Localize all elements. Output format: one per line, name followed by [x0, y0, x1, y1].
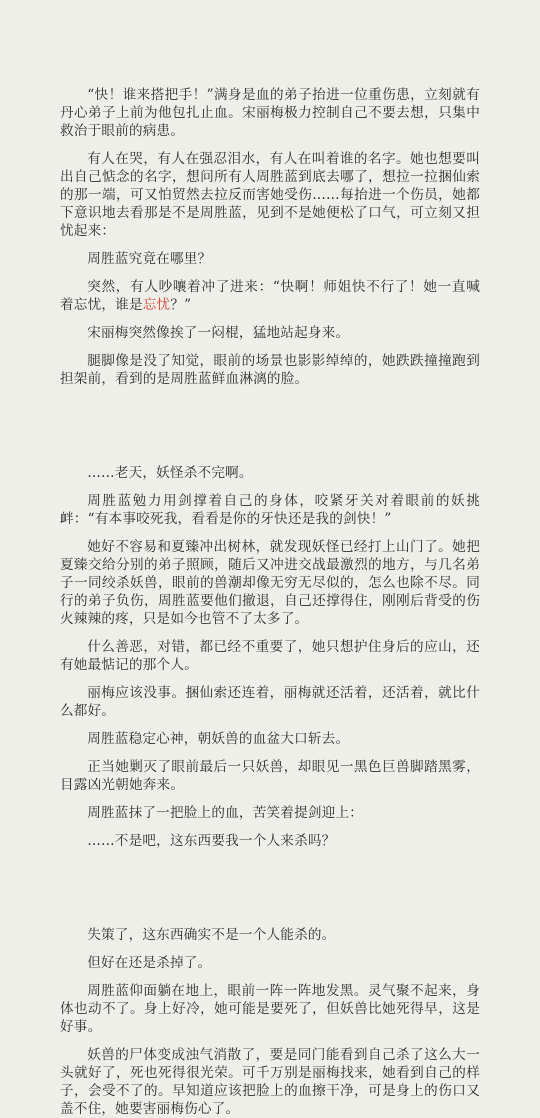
section-1 — [60, 86, 480, 388]
text-span: ？” — [170, 297, 192, 313]
section-break — [60, 860, 480, 926]
paragraph: 但好在还是杀掉了。 — [87, 955, 212, 971]
paragraph: 周胜蓝勉力用剑撑着自己的身体，咬紧牙关对着眼前的妖挑衅：“有本事咬死我，看看是你的牙快还是我的剑快！” — [60, 493, 480, 527]
paragraph: 丽梅应该没事。捆仙索还连着，丽梅就还活着，还活着，就比什么都好。 — [60, 685, 480, 719]
paragraph: 周胜蓝究竟在哪里？ — [87, 251, 212, 267]
paragraph: 周胜蓝抹了一把脸上的血，苦笑着提剑迎上： — [87, 805, 364, 821]
paragraph-with-highlight — [60, 278, 480, 314]
paragraph: 正当她剿灭了眼前最后一只妖兽，却眼见一黑色巨兽脚踏黑雾，目露凶光朝她奔来。 — [60, 759, 480, 793]
highlighted-text[interactable]: 忘忧 — [142, 297, 171, 313]
section-break — [60, 398, 480, 464]
paragraph: 有人在哭，有人在强忍泪水，有人在叫着谁的名字。她也想要叫出自己惦念的名字，想问所有人周胜蓝到底去哪了，想拉一拉捆仙索的那一端，可又怕贸然去拉反而害她受伤……每抬进一个伤员，她都下意识地去看那是不是周胜蓝，见到不是她便松了口气，可立刻又担忧起来： — [60, 151, 480, 239]
paragraph: ……老天，妖怪杀不完啊。 — [87, 465, 253, 481]
paragraph: 她好不容易和夏臻冲出树林，就发现妖怪已经打上山门了。她把夏臻交给分别的弟子照顾，随后又冲进交战最激烈的地方，与几名弟子一同绞杀妖兽，眼前的兽潮却像无穷无尽似的，怎么也除不尽。同行的弟子负伤，周胜蓝要他们撤退，自己还撑得住，刚刚后背受的伤火辣辣的疼，只是如今也管不了太多了。 — [60, 539, 480, 627]
section-3 — [60, 926, 480, 1118]
paragraph: “快！谁来搭把手！”满身是血的弟子抬进一位重伤患，立刻就有丹心弟子上前为他包扎止血。宋丽梅极力控制自己不要去想，只集中救治于眼前的病患。 — [60, 87, 480, 139]
paragraph: 什么善恶，对错，都已经不重要了，她只想护住身后的应山，还有她最惦记的那个人。 — [60, 639, 480, 673]
section-2 — [60, 464, 480, 850]
paragraph: 腿脚像是没了知觉，眼前的场景也影影绰绰的，她跌跌撞撞跑到担架前，看到的是周胜蓝鲜血淋漓的脸。 — [60, 353, 480, 387]
paragraph: 失策了，这东西确实不是一个人能杀的。 — [87, 927, 336, 943]
text-span: 突然，有人吵嚷着冲了进来：“快啊！师姐快不行了！她一直喊着忘忧，谁是 — [60, 279, 480, 313]
paragraph: 宋丽梅突然像挨了一闷棍，猛地站起身来。 — [87, 325, 350, 341]
paragraph: 周胜蓝仰面躺在地上，眼前一阵一阵地发黑。灵气聚不起来，身体也动不了。身上好冷，她可能是要死了，但妖兽比她死得早，这是好事。 — [60, 983, 480, 1035]
paragraph: ……不是吧，这东西要我一个人来杀吗？ — [87, 833, 336, 849]
paragraph: 妖兽的尸体变成浊气消散了，要是同门能看到自己杀了这么大一头就好了，死也死得很光荣。可千万别是丽梅找来，她看到自己的样子，会受不了的。早知道应该把脸上的血擦干净，可是身上的伤口又盖不住，她要害丽梅伤心了。 — [60, 1047, 480, 1117]
paragraph: 周胜蓝稳定心神，朝妖兽的血盆大口斩去。 — [87, 731, 350, 747]
